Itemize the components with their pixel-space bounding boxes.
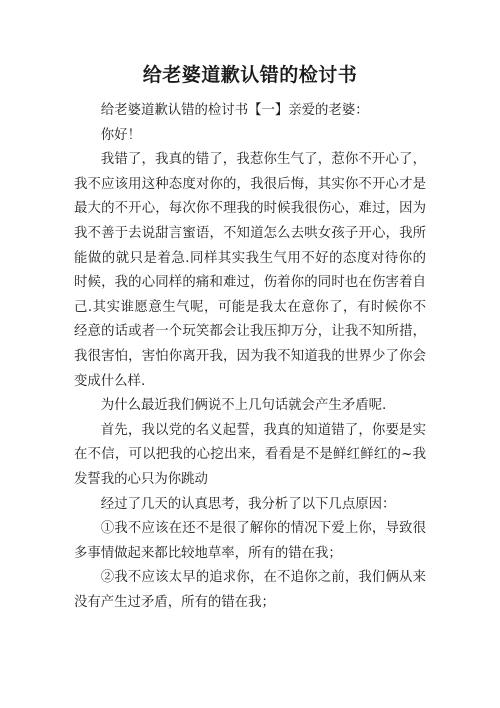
paragraph-reason-2: ②我不应该太早的追求你，在不追你之前，我们俩从来没有产生过矛盾，所有的错在我；: [74, 570, 426, 610]
paragraph-analysis-intro: 经过了几天的认真思考，我分析了以下几点原因：: [100, 496, 396, 512]
paragraph-apology: 我错了，我真的错了，我惹你生气了，惹你不开心了，我不应该用这种态度对你的，我很后悔，其实你不开心才是最大的不开心，每次你不理我的时候我很伤心，难过，因为我不善于去说甜言蜜语，不知道怎么去哄女孩子开心，我所能做的就只是着急.同样其实我生气用不好的态度对待你的时候，我的心同样的痛和难过，伤着你的同时也在伤害着自己.其实谁愿意生气呢，可能是我太在意你了，有时候你不经意的话或者一个玩笑都会让我压抑万分，让我不知所措，我很害怕，害怕你离开我，因为我不知道我的世界少了你会变成什么样.: [74, 152, 426, 389]
paragraph-greeting: 你好！: [100, 127, 141, 143]
document-title: 给老婆道歉认错的检讨书: [142, 64, 358, 86]
paragraph-salutation: 给老婆道歉认错的检讨书【一】亲爱的老婆：: [100, 103, 369, 118]
paragraph-reason-1: ①我不应该在还不是很了解你的情况下爱上你，导致很多事情做起来都比较地草率，所有的错在我；: [74, 521, 426, 561]
paragraph-oath: 首先，我以党的名义起誓，我真的知道错了，你要是实在不信，可以把我的心挖出来，看看是不是鲜红鲜红的~我发誓我的心只为你跳动: [74, 422, 426, 487]
paragraph-question: 为什么最近我们俩说不上几句话就会产生矛盾呢.: [100, 398, 387, 414]
